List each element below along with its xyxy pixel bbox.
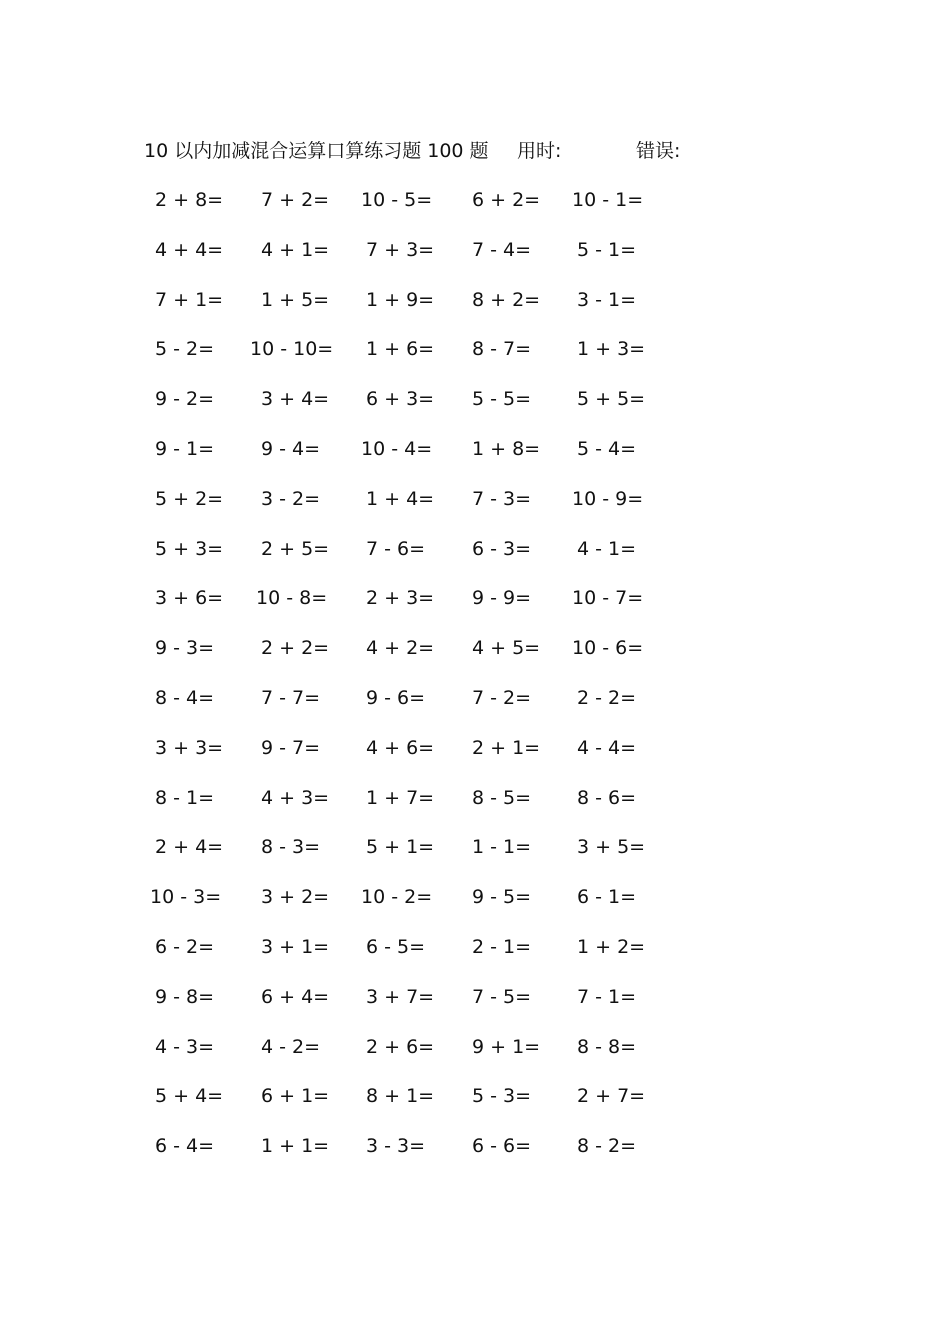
- problem-item: 4 + 6=: [366, 736, 435, 759]
- problem-row: [0, 534, 950, 584]
- problem-item: 2 - 2=: [577, 686, 637, 709]
- problem-item: 4 + 4=: [155, 238, 224, 261]
- problem-item: 5 - 4=: [577, 437, 637, 460]
- problem-item: 3 + 2=: [261, 886, 330, 909]
- problem-row: [0, 882, 950, 932]
- problem-item: 3 - 1=: [577, 288, 637, 311]
- problem-row: [0, 982, 950, 1032]
- problem-item: 4 + 2=: [366, 637, 435, 660]
- problem-item: 10 - 7=: [572, 587, 644, 610]
- problem-row: [0, 832, 950, 882]
- problem-item: 5 + 2=: [155, 487, 224, 510]
- problem-row: [0, 583, 950, 633]
- problem-row: [0, 733, 950, 783]
- problem-item: 8 - 8=: [577, 1035, 637, 1058]
- problem-item: 9 + 1=: [472, 1035, 541, 1058]
- problem-item: 7 - 3=: [472, 487, 532, 510]
- problem-item: 8 - 7=: [472, 338, 532, 361]
- problem-item: 2 + 2=: [261, 637, 330, 660]
- problem-item: 8 - 3=: [261, 836, 321, 859]
- problem-item: 2 + 8=: [155, 189, 224, 211]
- problem-item: 6 + 2=: [472, 189, 541, 211]
- problem-item: 1 + 2=: [577, 935, 646, 958]
- problem-item: 7 - 2=: [472, 686, 532, 709]
- problem-row: [0, 185, 950, 235]
- problem-item: 9 - 5=: [472, 886, 532, 909]
- problem-item: 6 + 1=: [261, 1085, 330, 1108]
- problem-row: [0, 484, 950, 534]
- problem-item: 3 + 7=: [366, 985, 435, 1008]
- problem-item: 7 + 3=: [366, 238, 435, 261]
- problem-item: 1 + 5=: [261, 288, 330, 311]
- problem-item: 2 + 4=: [155, 836, 224, 859]
- problem-item: 5 + 3=: [155, 537, 224, 560]
- problem-item: 1 - 1=: [472, 836, 532, 859]
- problem-item: 3 + 1=: [261, 935, 330, 958]
- problem-item: 10 - 5=: [361, 189, 433, 211]
- problem-item: 8 - 6=: [577, 786, 637, 809]
- problem-item: 10 - 10=: [250, 338, 334, 361]
- problem-item: 6 - 4=: [155, 1135, 215, 1158]
- problem-item: 3 - 2=: [261, 487, 321, 510]
- problem-item: 4 + 1=: [261, 238, 330, 261]
- problem-item: 3 + 4=: [261, 388, 330, 411]
- problem-item: 10 - 9=: [572, 487, 644, 510]
- problem-item: 8 - 4=: [155, 686, 215, 709]
- problem-item: 1 + 6=: [366, 338, 435, 361]
- problem-item: 6 - 3=: [472, 537, 532, 560]
- problem-item: 7 + 1=: [155, 288, 224, 311]
- problem-item: 3 + 5=: [577, 836, 646, 859]
- problem-item: 9 - 2=: [155, 388, 215, 411]
- problem-item: 1 + 9=: [366, 288, 435, 311]
- problem-item: 8 - 5=: [472, 786, 532, 809]
- problem-item: 1 + 3=: [577, 338, 646, 361]
- problem-item: 2 + 1=: [472, 736, 541, 759]
- problem-item: 6 - 6=: [472, 1135, 532, 1158]
- problem-row: [0, 334, 950, 384]
- problem-item: 10 - 1=: [572, 189, 644, 211]
- problem-row: [0, 285, 950, 335]
- problem-item: 10 - 3=: [150, 886, 222, 909]
- problem-item: 8 + 2=: [472, 288, 541, 311]
- problem-item: 8 - 2=: [577, 1135, 637, 1158]
- problem-item: 5 + 5=: [577, 388, 646, 411]
- problem-item: 4 - 1=: [577, 537, 637, 560]
- worksheet-title: 10 以内加减混合运算口算练习题 100 题: [144, 140, 489, 162]
- problem-item: 6 - 1=: [577, 886, 637, 909]
- problem-item: 6 - 2=: [155, 935, 215, 958]
- problem-item: 9 - 4=: [261, 437, 321, 460]
- problem-item: 10 - 6=: [572, 637, 644, 660]
- problem-item: 4 - 2=: [261, 1035, 321, 1058]
- problem-item: 4 + 5=: [472, 637, 541, 660]
- problem-grid: [0, 185, 950, 1181]
- problem-item: 5 - 3=: [472, 1085, 532, 1108]
- problem-item: 6 + 3=: [366, 388, 435, 411]
- problem-item: 5 - 1=: [577, 238, 637, 261]
- problem-item: 8 + 1=: [366, 1085, 435, 1108]
- problem-item: 1 + 7=: [366, 786, 435, 809]
- time-used-label: 用时:: [517, 140, 562, 162]
- problem-item: 2 + 5=: [261, 537, 330, 560]
- problem-item: 9 - 1=: [155, 437, 215, 460]
- problem-item: 8 - 1=: [155, 786, 215, 809]
- problem-item: 3 + 3=: [155, 736, 224, 759]
- problem-row: [0, 683, 950, 733]
- problem-item: 1 + 4=: [366, 487, 435, 510]
- problem-row: [0, 633, 950, 683]
- problem-item: 3 - 3=: [366, 1135, 426, 1158]
- problem-item: 4 - 3=: [155, 1035, 215, 1058]
- problem-row: [0, 384, 950, 434]
- problem-item: 4 - 4=: [577, 736, 637, 759]
- problem-item: 7 - 4=: [472, 238, 532, 261]
- problem-item: 6 + 4=: [261, 985, 330, 1008]
- problem-item: 4 + 3=: [261, 786, 330, 809]
- problem-item: 10 - 2=: [361, 886, 433, 909]
- problem-row: [0, 1081, 950, 1131]
- problem-item: 5 - 2=: [155, 338, 215, 361]
- problem-item: 10 - 4=: [361, 437, 433, 460]
- problem-item: 2 + 7=: [577, 1085, 646, 1108]
- problem-item: 9 - 8=: [155, 985, 215, 1008]
- problem-item: 5 - 5=: [472, 388, 532, 411]
- problem-item: 5 + 4=: [155, 1085, 224, 1108]
- problem-item: 10 - 8=: [256, 587, 328, 610]
- problem-item: 7 - 5=: [472, 985, 532, 1008]
- worksheet-header: [0, 136, 950, 166]
- problem-row: [0, 1131, 950, 1181]
- problem-item: 9 - 6=: [366, 686, 426, 709]
- problem-item: 7 - 7=: [261, 686, 321, 709]
- problem-item: 7 + 2=: [261, 189, 330, 211]
- problem-row: [0, 434, 950, 484]
- problem-row: [0, 1032, 950, 1082]
- problem-item: 7 - 6=: [366, 537, 426, 560]
- problem-item: 9 - 9=: [472, 587, 532, 610]
- problem-item: 2 + 6=: [366, 1035, 435, 1058]
- error-count-label: 错误:: [636, 140, 681, 162]
- problem-row: [0, 783, 950, 833]
- problem-row: [0, 235, 950, 285]
- problem-item: 9 - 7=: [261, 736, 321, 759]
- problem-item: 9 - 3=: [155, 637, 215, 660]
- problem-item: 3 + 6=: [155, 587, 224, 610]
- problem-item: 5 + 1=: [366, 836, 435, 859]
- problem-item: 1 + 1=: [261, 1135, 330, 1158]
- problem-item: 7 - 1=: [577, 985, 637, 1008]
- problem-item: 2 - 1=: [472, 935, 532, 958]
- problem-item: 6 - 5=: [366, 935, 426, 958]
- problem-row: [0, 932, 950, 982]
- problem-item: 2 + 3=: [366, 587, 435, 610]
- problem-item: 1 + 8=: [472, 437, 541, 460]
